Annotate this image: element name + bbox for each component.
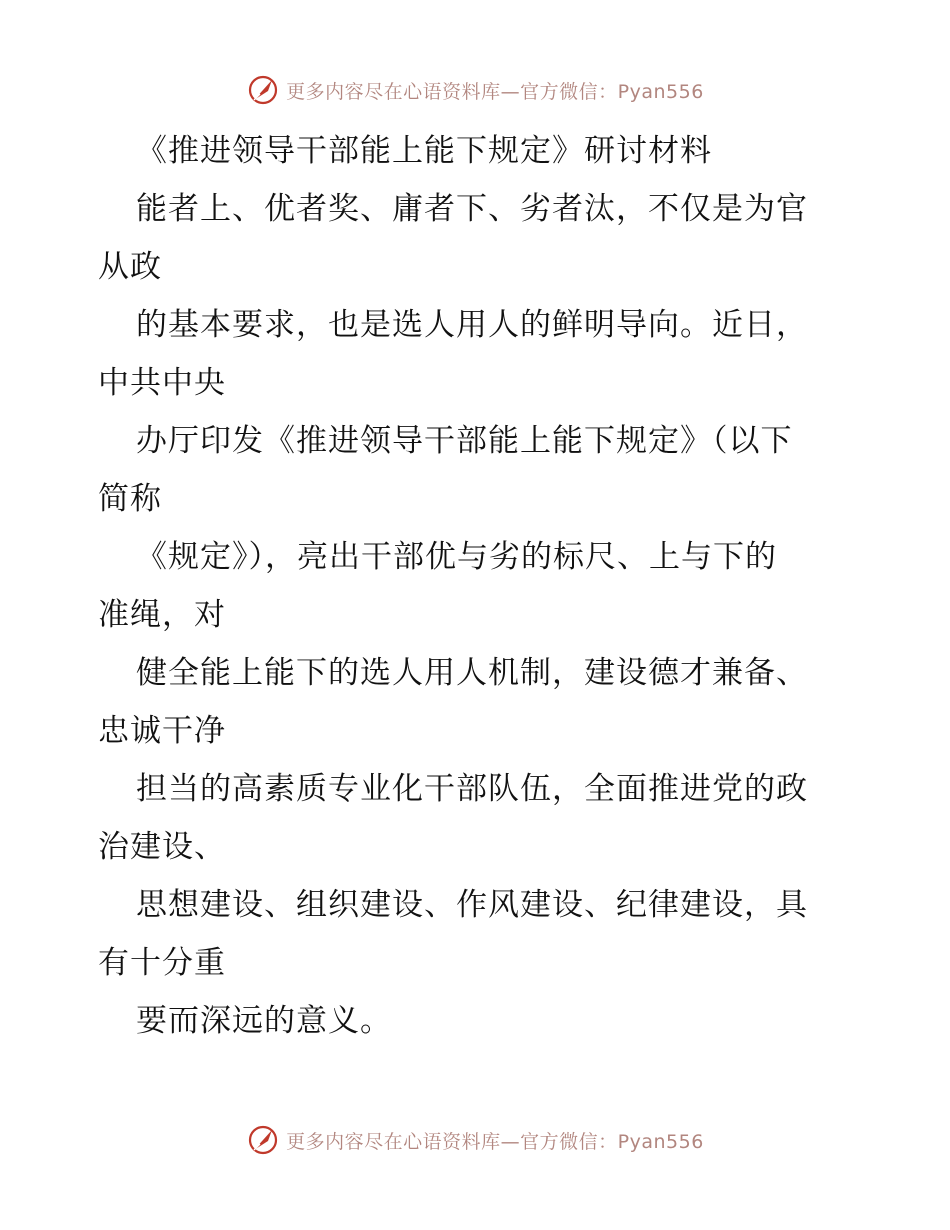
paragraph-line: 《规定》），亮出干部优与劣的标尺、上与下的: [136, 539, 777, 575]
paragraph-line: 有十分重: [98, 945, 226, 981]
paragraph-line: 的基本要求，也是选人用人的鲜明导向。近日，: [136, 307, 808, 343]
quill-pen-icon: [246, 73, 280, 107]
paragraph-line: 中共中央: [98, 365, 226, 401]
paragraph-line: 办厅印发《推进领导干部能上能下规定》（以下: [136, 423, 793, 459]
paragraph-line: 治建设、: [98, 829, 226, 865]
document-title: 《推进领导干部能上能下规定》研讨材料: [136, 133, 712, 169]
paragraph-line: 思想建设、组织建设、作风建设、纪律建设，具: [136, 887, 808, 923]
footer-watermark: [0, 1120, 950, 1160]
paragraph-line: 健全能上能下的选人用人机制，建设德才兼备、: [136, 655, 808, 691]
quill-pen-icon: [246, 1123, 280, 1157]
paragraph-line: 能者上、优者奖、庸者下、劣者汰，不仅是为官: [136, 191, 808, 227]
document-body: [98, 122, 858, 1050]
watermark-text: 更多内容尽在心语资料库—官方微信：Pyan556: [286, 1130, 704, 1153]
paragraph-line: 准绳，对: [98, 597, 226, 633]
watermark-text: 更多内容尽在心语资料库—官方微信：Pyan556: [286, 80, 704, 103]
paragraph-line: 简称: [98, 481, 162, 517]
paragraph-line: 忠诚干净: [98, 713, 226, 749]
header-watermark: [0, 70, 950, 110]
paragraph-line: 担当的高素质专业化干部队伍，全面推进党的政: [136, 771, 808, 807]
paragraph-line: 从政: [98, 249, 162, 285]
paragraph-line: 要而深远的意义。: [136, 1003, 392, 1039]
